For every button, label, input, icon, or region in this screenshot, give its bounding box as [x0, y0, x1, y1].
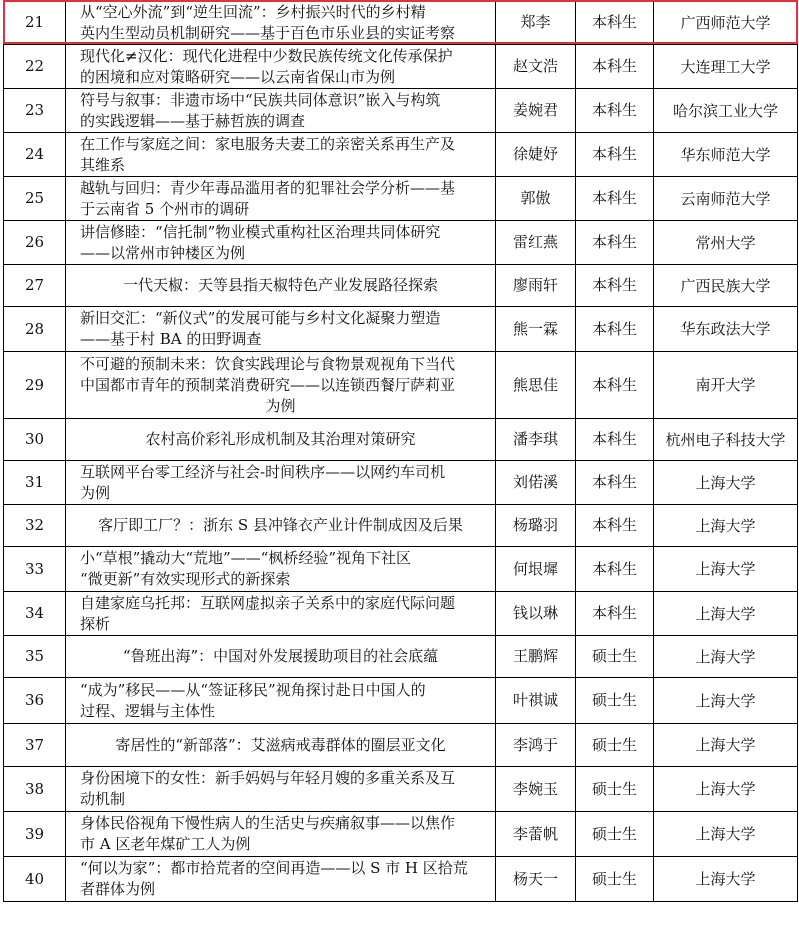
school-name: 上海大学	[654, 461, 798, 505]
degree-level: 本科生	[576, 265, 654, 307]
project-title-line: 越轨与回归：青少年毒品滥用者的犯罪社会学分析——基	[80, 178, 456, 197]
table-row	[4, 636, 798, 678]
degree-level: 硕士生	[576, 678, 654, 724]
applicant-name: 姜婉君	[496, 89, 576, 133]
project-title	[66, 307, 496, 352]
row-number: 36	[4, 678, 66, 724]
row-number: 23	[4, 89, 66, 133]
row-number: 21	[4, 1, 66, 45]
row-number: 31	[4, 461, 66, 505]
project-title-line: 动机制	[80, 790, 126, 808]
project-title-line: “何以为家”：都市拾荒者的空间再造——以 S 市 H 区拾荒	[80, 859, 468, 877]
school-name: 广西师范大学	[654, 1, 798, 45]
project-title	[66, 221, 496, 265]
table-row	[4, 177, 798, 221]
row-number: 24	[4, 133, 66, 177]
school-name: 常州大学	[654, 221, 798, 265]
project-title-line: 的实践逻辑——基于赫哲族的调查	[80, 111, 306, 130]
school-name: 华东师范大学	[654, 133, 798, 177]
school-name: 华东政法大学	[654, 307, 798, 352]
project-title	[66, 636, 496, 678]
project-title-line: 身份困境下的女性：新手妈妈与年轻月嫂的多重关系及互	[80, 769, 456, 787]
project-title-line: 的困境和应对策略研究——以云南省保山市为例	[80, 67, 396, 86]
project-title	[66, 767, 496, 812]
applicant-name: 杨天一	[496, 857, 576, 902]
applicant-name: 雷红燕	[496, 221, 576, 265]
table-row	[4, 352, 798, 419]
applicant-name: 熊一霖	[496, 307, 576, 352]
applicant-name: 徐婕妤	[496, 133, 576, 177]
table-row	[4, 265, 798, 307]
project-title	[66, 265, 496, 307]
project-title-line: 为例	[80, 483, 111, 502]
table-row	[4, 307, 798, 352]
degree-level: 本科生	[576, 177, 654, 221]
row-number: 39	[4, 812, 66, 857]
project-title-line: “成为”移民——从“签证移民”视角探讨赴日中国人的	[80, 680, 426, 699]
row-number: 34	[4, 592, 66, 636]
applicant-name: 郑李	[496, 1, 576, 45]
degree-level: 本科生	[576, 307, 654, 352]
project-title-line: ——以常州市钟楼区为例	[80, 243, 246, 262]
row-number: 40	[4, 857, 66, 902]
applicant-name: 叶祺诚	[496, 678, 576, 724]
project-title-line: 在工作与家庭之间：家电服务夫妻工的亲密关系再生产及	[80, 134, 456, 153]
row-number: 30	[4, 419, 66, 461]
school-name: 上海大学	[654, 812, 798, 857]
project-title	[66, 1, 496, 45]
applicant-name: 杨璐羽	[496, 505, 576, 547]
degree-level: 本科生	[576, 505, 654, 547]
applicant-name: 赵文浩	[496, 45, 576, 89]
project-title	[66, 461, 496, 505]
project-title	[66, 592, 496, 636]
project-title	[66, 547, 496, 592]
table-row	[4, 505, 798, 547]
table-body	[4, 1, 798, 902]
degree-level: 本科生	[576, 45, 654, 89]
table-row	[4, 812, 798, 857]
school-name: 上海大学	[654, 767, 798, 812]
degree-level: 本科生	[576, 352, 654, 419]
degree-level: 硕士生	[576, 636, 654, 678]
project-title	[66, 505, 496, 547]
row-number: 28	[4, 307, 66, 352]
school-name: 哈尔滨工业大学	[654, 89, 798, 133]
project-title-line: 为例	[265, 396, 296, 415]
project-title-line: “鲁班出海”：中国对外发展援助项目的社会底蕴	[122, 647, 439, 665]
table-row	[4, 547, 798, 592]
school-name: 上海大学	[654, 592, 798, 636]
applicant-name: 李婉玉	[496, 767, 576, 812]
row-number: 25	[4, 177, 66, 221]
degree-level: 硕士生	[576, 812, 654, 857]
degree-level: 本科生	[576, 461, 654, 505]
table-row	[4, 1, 798, 45]
applicant-name: 王鹏辉	[496, 636, 576, 678]
school-name: 上海大学	[654, 678, 798, 724]
row-number: 37	[4, 724, 66, 767]
project-title-line: 其维系	[80, 155, 126, 174]
applicant-name: 熊思佳	[496, 352, 576, 419]
project-title-line: 小“草根”撬动大“荒地”——“枫桥经验”视角下社区	[80, 549, 412, 567]
project-title-line: 于云南省 5 个州市的调研	[80, 199, 250, 218]
table-row	[4, 89, 798, 133]
project-title-line: 英内生型动员机制研究——基于百色市乐业县的实证考察	[80, 23, 456, 42]
school-name: 云南师范大学	[654, 177, 798, 221]
school-name: 杭州电子科技大学	[654, 419, 798, 461]
degree-level: 本科生	[576, 133, 654, 177]
project-title-line: 身体民俗视角下慢性病人的生活史与疾痛叙事——以焦作	[80, 814, 456, 832]
degree-level: 本科生	[576, 592, 654, 636]
project-title-line: 从“空心外流”到“逆生回流”：乡村振兴时代的乡村精	[80, 2, 426, 21]
table-row	[4, 592, 798, 636]
project-list-table	[3, 0, 798, 902]
project-title-line: 讲信修睦：“信托制”物业模式重构社区治理共同体研究	[80, 222, 441, 241]
project-title-line: 客厅即工厂？：浙东 S 县冲锋衣产业计件制成因及后果	[98, 516, 463, 534]
project-title-line: 者群体为例	[80, 880, 156, 898]
table-row	[4, 133, 798, 177]
table-row	[4, 419, 798, 461]
project-title-line: ——基于村 BA 的田野调查	[80, 330, 262, 348]
school-name: 上海大学	[654, 724, 798, 767]
project-title	[66, 89, 496, 133]
project-title-line: 中国都市青年的预制菜消费研究——以连锁西餐厅萨莉亚	[80, 375, 456, 394]
degree-level: 本科生	[576, 547, 654, 592]
row-number: 27	[4, 265, 66, 307]
project-title-line: 农村高价彩礼形成机制及其治理对策研究	[145, 430, 416, 448]
table-row	[4, 461, 798, 505]
project-title-line: 现代化≠汉化：现代化进程中少数民族传统文化传承保护	[80, 46, 453, 65]
applicant-name: 廖雨轩	[496, 265, 576, 307]
project-title-line: 探析	[80, 614, 111, 633]
school-name: 上海大学	[654, 505, 798, 547]
project-title	[66, 857, 496, 902]
degree-level: 硕士生	[576, 724, 654, 767]
degree-level: 硕士生	[576, 767, 654, 812]
row-number: 32	[4, 505, 66, 547]
applicant-name: 何垠墀	[496, 547, 576, 592]
school-name: 上海大学	[654, 857, 798, 902]
school-name: 广西民族大学	[654, 265, 798, 307]
table-row	[4, 221, 798, 265]
applicant-name: 潘李琪	[496, 419, 576, 461]
row-number: 38	[4, 767, 66, 812]
project-title-line: 一代天椒：天等县指天椒特色产业发展路径探索	[122, 276, 438, 294]
row-number: 35	[4, 636, 66, 678]
project-title-line: 互联网平台零工经济与社会-时间秩序——以网约车司机	[80, 462, 446, 481]
project-title-line: 市 A 区老年煤矿工人为例	[80, 835, 251, 853]
project-title	[66, 45, 496, 89]
project-title-line: “微更新”有效实现形式的新探索	[80, 570, 291, 588]
applicant-name: 李蕾帆	[496, 812, 576, 857]
school-name: 上海大学	[654, 636, 798, 678]
degree-level: 本科生	[576, 419, 654, 461]
project-title	[66, 133, 496, 177]
project-list-table-wrap	[3, 0, 797, 902]
project-title-line: 符号与叙事：非遗市场中“民族共同体意识”嵌入与构筑	[80, 90, 441, 109]
row-number: 26	[4, 221, 66, 265]
applicant-name: 刘偌溪	[496, 461, 576, 505]
school-name: 大连理工大学	[654, 45, 798, 89]
project-title	[66, 812, 496, 857]
project-title-line: 自建家庭乌托邦：互联网虚拟亲子关系中的家庭代际问题	[80, 593, 456, 612]
school-name: 南开大学	[654, 352, 798, 419]
applicant-name: 钱以琳	[496, 592, 576, 636]
project-title	[66, 724, 496, 767]
table-row	[4, 45, 798, 89]
table-row	[4, 724, 798, 767]
table-row	[4, 678, 798, 724]
table-row	[4, 857, 798, 902]
project-title-line: 寄居性的“新部落”：艾滋病戒毒群体的圈层亚文化	[115, 735, 446, 754]
project-title	[66, 419, 496, 461]
project-title-line: 过程、逻辑与主体性	[80, 701, 216, 720]
project-title-line: 新旧交汇：“新仪式”的发展可能与乡村文化凝聚力塑造	[80, 309, 441, 327]
degree-level: 硕士生	[576, 857, 654, 902]
school-name: 上海大学	[654, 547, 798, 592]
degree-level: 本科生	[576, 1, 654, 45]
applicant-name: 李鸿于	[496, 724, 576, 767]
degree-level: 本科生	[576, 89, 654, 133]
row-number: 33	[4, 547, 66, 592]
project-title	[66, 678, 496, 724]
project-title	[66, 177, 496, 221]
row-number: 22	[4, 45, 66, 89]
project-title-line: 不可避的预制未来：饮食实践理论与食物景观视角下当代	[80, 354, 456, 373]
degree-level: 本科生	[576, 221, 654, 265]
row-number: 29	[4, 352, 66, 419]
project-title	[66, 352, 496, 419]
table-row	[4, 767, 798, 812]
applicant-name: 郭傲	[496, 177, 576, 221]
